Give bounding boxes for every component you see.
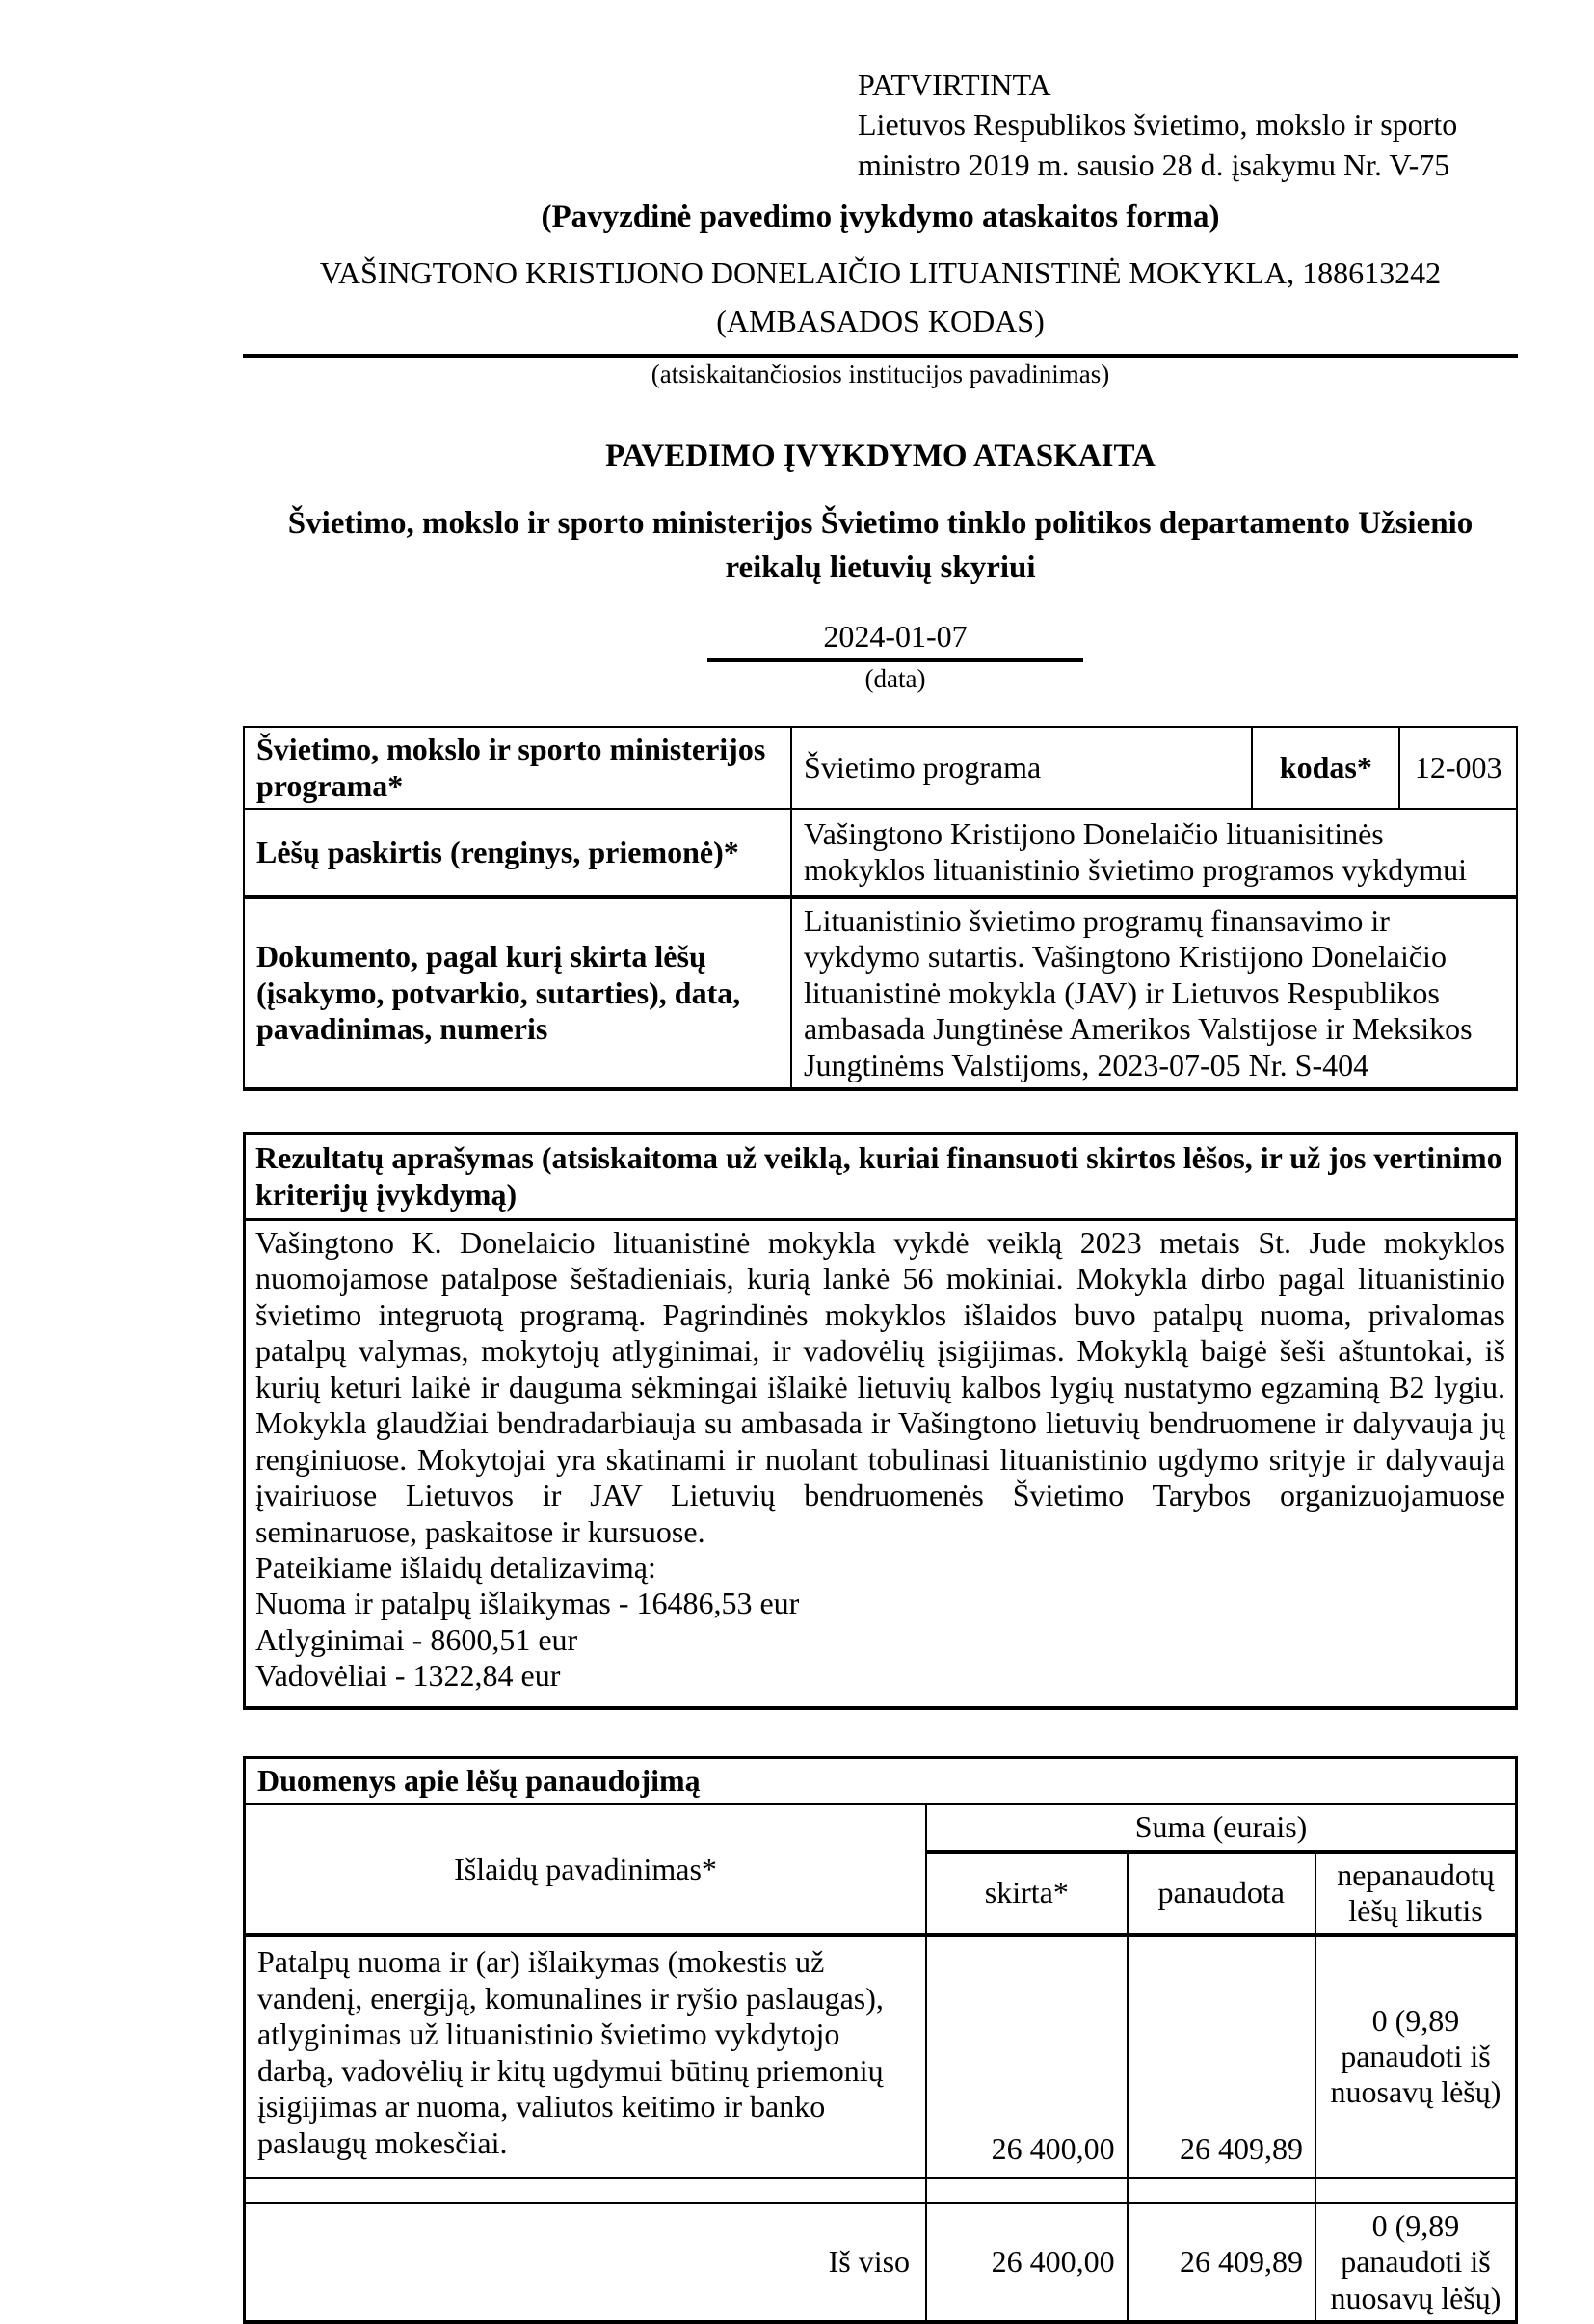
column-header-remaining: nepanaudotų lėšų likutis (1315, 1852, 1517, 1936)
results-paragraph: Vašingtono K. Donelaicio lituanistinė mokykla vykdė veiklą 2023 metais St. Jude mokyklos nuomojamose patalpose šeštadieniais, kurią lankė 56 mokiniai. Mokykla dirbo pagal lituanistinio švietimo integruotą programą. Pagrindinės mokyklos išlaidos buvo patalpų nuoma, privalomas patalpų valymas, mokytojų atlyginimai, ir vadovėlių įsigijimas. Mokyklą baigė šeši aštuntokai, iš kurių keturi laikė ir dauguma sėkmingai išlaikė lietuvių kalbos lygių nustatymo egzaminą B2 lygiu. Mokykla glaudžiai bendradarbiauja su ambasada ir Vašingtono lietuvių bendruomene ir dalyvauja jų renginiuose. Mokytojai yra skatinami ir nuolant tobulinasi lituanistinio ugdymo srityje ir dalyvauja įvairiuose Lietuvos ir JAV Lietuvių bendruomenės Švietimo Tarybos organizuojamuose seminaruose, paskaitose ir kursuose. (255, 1225, 1505, 1549)
approval-line-1: PATVIRTINTA (858, 67, 1051, 102)
expense-allocated: 26 400,00 (926, 1935, 1128, 2177)
report-date: 2024-01-07 (707, 619, 1083, 662)
approval-block (858, 67, 1518, 183)
empty-cell (1315, 2177, 1517, 2203)
date-caption: (data) (864, 664, 926, 694)
table-row (245, 1757, 1517, 1803)
institution-name: VAŠINGTONO KRISTIJONO DONELAIČIO LITUANISTINĖ MOKYKLA, 188613242 (319, 254, 1442, 290)
purpose-label: Lėšų paskirtis (renginys, priemonė)* (244, 809, 791, 897)
institution-code-label: (AMBASADOS KODAS) (716, 304, 1045, 339)
detail-textbooks: Vadovėliai - 1322,84 eur (255, 1658, 561, 1694)
program-value: Švietimo programa (791, 727, 1252, 809)
total-label: Iš viso (245, 2203, 927, 2322)
details-intro: Pateikiame išlaidų detalizavimą: (255, 1549, 656, 1585)
code-label: kodas* (1252, 727, 1399, 809)
form-title: (Pavyzdinė pavedimo įvykdymo ataskaitos forma) (541, 200, 1220, 235)
date-block (707, 619, 1083, 695)
institution-underline (243, 354, 1518, 358)
document-page (243, 67, 1518, 2324)
total-used: 26 409,89 (1128, 2203, 1315, 2322)
report-title: PAVEDIMO ĮVYKDYMO ATASKAITA (605, 439, 1156, 474)
column-header-allocated: skirta* (926, 1852, 1128, 1936)
empty-cell (245, 2177, 927, 2203)
results-body (245, 1220, 1517, 1708)
detail-rent: Nuoma ir patalpų išlaikymas - 16486,53 eur (255, 1586, 800, 1621)
column-header-used: panaudota (1128, 1852, 1315, 1936)
expense-remaining: 0 (9,89 panaudoti iš nuosavų lėšų) (1315, 1935, 1517, 2177)
column-header-suma: Suma (eurais) (926, 1804, 1516, 1852)
document-label: Dokumento, pagal kurį skirta lėšų (įsakymo, potvarkio, sutarties), data, pavadinimas, numeris (244, 897, 791, 1089)
table-row (245, 1220, 1517, 1708)
table-row (245, 1804, 1517, 1852)
empty-cell (926, 2177, 1128, 2203)
usage-table-title: Duomenys apie lėšų panaudojimą (245, 1757, 1517, 1803)
results-table (243, 1132, 1518, 1710)
total-remaining: 0 (9,89 panaudoti iš nuosavų lėšų) (1315, 2203, 1517, 2322)
total-allocated: 26 400,00 (926, 2203, 1128, 2322)
table-row (244, 809, 1517, 897)
table-row (245, 2177, 1517, 2203)
table-row (245, 2203, 1517, 2322)
report-recipient: Švietimo, mokslo ir sporto ministerijos Švietimo tinklo politikos departamento Užsienio reikalų lietuvių skyriui (287, 505, 1474, 585)
table-row (244, 897, 1517, 1089)
approval-line-2: Lietuvos Respublikos švietimo, mokslo ir sporto (858, 107, 1458, 143)
expense-name: Patalpų nuoma ir (ar) išlaikymas (mokestis už vandenį, energiją, komunalines ir ryšio paslaugas), atlyginimas už lituanistinio švietimo vykdytojo darbą, vadovėlių ir kitų ugdymui būtinų priemonių įsigijimas ar nuoma, valiutos keitimo ir banko paslaugų mokesčiai. (245, 1935, 927, 2177)
table-row (245, 1935, 1517, 2177)
program-label: Švietimo, mokslo ir sporto ministerijos programa* (244, 727, 791, 809)
institution-caption: (atsiskaitančiosios institucijos pavadinimas) (651, 359, 1110, 388)
purpose-value: Vašingtono Kristijono Donelaičio lituanisitinės mokyklos lituanistinio švietimo programos vykdymui (791, 809, 1517, 897)
detail-salaries: Atlyginimai - 8600,51 eur (255, 1621, 578, 1657)
empty-cell (1128, 2177, 1315, 2203)
table-row (245, 1134, 1517, 1220)
approval-line-3: ministro 2019 m. sausio 28 d. įsakymu Nr. V-75 (858, 147, 1450, 182)
results-header: Rezultatų aprašymas (atsiskaitoma už veiklą, kuriai finansuoti skirtos lėšos, ir už jos vertinimo kriterijų įvykdymą) (245, 1134, 1517, 1220)
code-value: 12-003 (1399, 727, 1517, 809)
expense-used: 26 409,89 (1128, 1935, 1315, 2177)
table-row (244, 727, 1517, 809)
funds-usage-table (243, 1756, 1518, 2324)
column-header-expense: Išlaidų pavadinimas* (245, 1804, 927, 1936)
document-value: Lituanistinio švietimo programų finansavimo ir vykdymo sutartis. Vašingtono Kristijono Donelaičio lituanistinė mokykla (JAV) ir Lietuvos Respublikos ambasada Jungtinėse Amerikos Valstijose ir Meksikos Jungtinėms Valstijoms, 2023-07-05 Nr. S-404 (791, 897, 1517, 1089)
program-info-table (243, 726, 1518, 1091)
